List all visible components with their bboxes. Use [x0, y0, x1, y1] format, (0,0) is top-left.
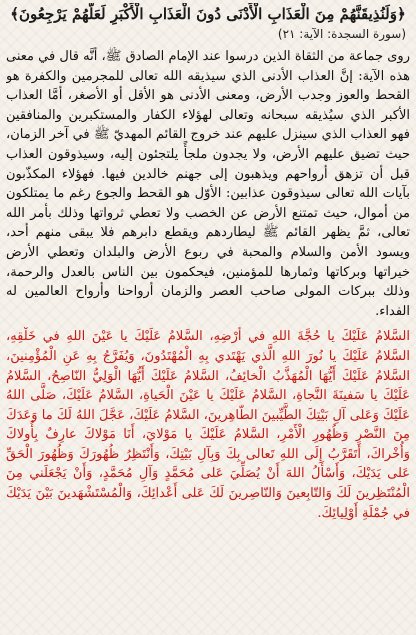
verse-source: (سورة السجدة: الآية: ٢١)	[277, 27, 406, 41]
quran-verse: ﴿وَلَنُذِيقَنَّهُمْ مِنَ الْعَذَابِ الْأَدْنَى دُونَ الْعَذَابِ الْأَكْبَرِ لَعَلَّهُمْ يَرْجِعُونَ﴾	[10, 5, 406, 23]
body-paragraph: روى جماعة من الثقاة الذين درسوا عند الإمام الصادق ﷺ، أنَّه قال في معنى هذه الآية: إنَّ العذاب الأدنى الذي سيذيقه الله تعالى للمجرمين والكفرة هو القحط والعوز وجدب الأرض، ومعنى الأدنى هو الأقل أو الأصغر، أمَّا العذاب الأكبر الذي سيُذيقه سبحانه وتعالى لهؤلاء الكفار والمستكبرين والمنافقين فهو العذاب الذي سينزل عليهم عند خروج القائم المهديّ ﷺ في آخر الزمان، حيث تضيق عليهم الأرض، ولا يجدون ملجأً يلتجئون إليه، وسيذوقون العذاب قبل أن تزهق أرواحهم ويذهبون إلى جهنم خالدين فيها. فهؤلاء المكذّبون بآيات الله تعالى سيذوقون عذابين: الأوّل هو القحط والجوع رغم ما يمتلكون من أموال، حيث تمتنع الأرض عن الخصب ولا تعطي ثرواتها وذلك بأمر الله تعالى، ثمَّ يظهر القائم ﷺ ليطاردهم ويقطع دابرهم فلا يبقى منهم أحد، ويسود الأمن والسلام والمحبة في ربوع الأرض والبلدان وتعطي الأرض خيراتها وبركاتها وثمارها للمؤمنين، فيحكمون بين الناس بالعدل والرحمة، وذلك ببركات المولى صاحب العصر والزمان أرواحنا وأرواح العالمين له الفداء.	[6, 49, 410, 319]
salutation-paragraph: السَّلامُ عَلَيْكَ يا حُجَّةَ اللهِ في أَرْضِهِ، السَّلامُ عَلَيْكَ يا عَيْنَ اللهِ في خَلْقِهِ، السَّلامُ عَلَيْكَ يا نُورَ اللهِ الَّذي يَهْتَدي بِهِ الْمُهْتَدُونَ، وَيُفَرَّجُ بِهِ عَنِ الْمُؤْمِنينَ، السَّلامُ عَلَيْكَ أَيُّهَا الْمُهَذَّبُ الْخائِفُ، السَّلامُ عَلَيْكَ أَيُّهَا الْوَلِيُّ النّاصِحُ، السَّلامُ عَلَيْكَ يا سَفينَةَ النَّجاةِ، السَّلامُ عَلَيْكَ يا عَيْنَ الْحَياةِ، السَّلامُ عَلَيْكَ، صَلَّى اللهُ عَلَيْكَ وَعَلى آلِ بَيْتِكَ الطَّيِّبينَ الطّاهِرينَ، السَّلامُ عَلَيْكَ، عَجَّلَ اللهُ لَكَ ما وَعَدَكَ مِنَ النَّصْرِ وَظُهُورِ الْأَمْرِ، السَّلامُ عَلَيْكَ يا مَوْلايَ، أَنَا مَوْلاكَ عارِفٌ بِأُولاكَ وَأُخْراكَ، أَتَقَرَّبُ إِلَى اللهِ تَعالى بِكَ وَبِآلِ بَيْتِكَ، وَأَنْتَظِرُ ظُهُورَكَ وَظُهُورَ الْحَقِّ عَلى يَدَيْكَ، وَأَسْأَلُ اللهَ أَنْ يُصَلِّيَ عَلى مُحَمَّدٍ وَآلِ مُحَمَّدٍ، وَأَنْ يَجْعَلَني مِنَ الْمُنْتَظِرينَ لَكَ وَالتّابِعينَ وَالنّاصِرينَ لَكَ عَلى أَعْدائِكَ، وَالْمُسْتَشْهَدينَ بَيْنَ يَدَيْكَ في جُمْلَةِ أَوْلِيائِكَ.	[6, 329, 410, 521]
